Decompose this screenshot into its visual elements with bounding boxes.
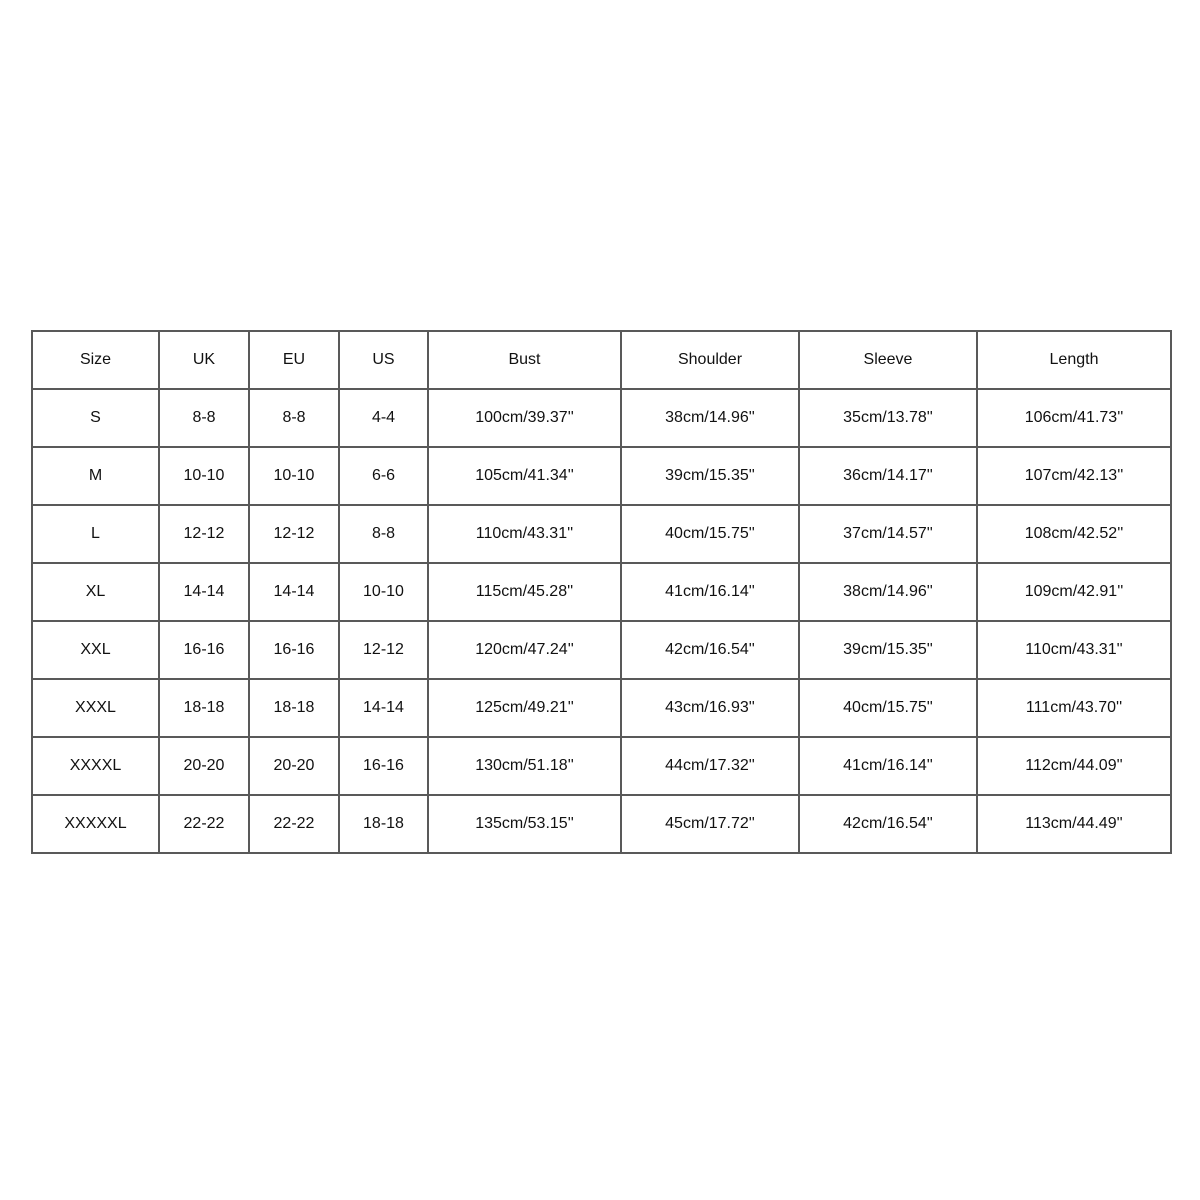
header-us: US — [339, 331, 428, 389]
cell-uk: 22-22 — [159, 795, 249, 853]
cell-bust: 125cm/49.21'' — [428, 679, 621, 737]
header-bust: Bust — [428, 331, 621, 389]
cell-uk: 20-20 — [159, 737, 249, 795]
cell-sleeve: 36cm/14.17'' — [799, 447, 977, 505]
cell-size: L — [32, 505, 159, 563]
cell-size: XXXXL — [32, 737, 159, 795]
cell-size: XXXL — [32, 679, 159, 737]
cell-us: 6-6 — [339, 447, 428, 505]
cell-shoulder: 42cm/16.54'' — [621, 621, 799, 679]
header-eu: EU — [249, 331, 339, 389]
size-table — [31, 330, 1172, 854]
header-size: Size — [32, 331, 159, 389]
header-length: Length — [977, 331, 1171, 389]
table-row — [32, 795, 1171, 853]
cell-uk: 14-14 — [159, 563, 249, 621]
cell-bust: 105cm/41.34'' — [428, 447, 621, 505]
cell-eu: 8-8 — [249, 389, 339, 447]
cell-sleeve: 41cm/16.14'' — [799, 737, 977, 795]
header-row — [32, 331, 1171, 389]
cell-bust: 115cm/45.28'' — [428, 563, 621, 621]
cell-size: XXL — [32, 621, 159, 679]
cell-us: 12-12 — [339, 621, 428, 679]
cell-length: 106cm/41.73'' — [977, 389, 1171, 447]
cell-shoulder: 44cm/17.32'' — [621, 737, 799, 795]
cell-sleeve: 42cm/16.54'' — [799, 795, 977, 853]
cell-sleeve: 37cm/14.57'' — [799, 505, 977, 563]
cell-length: 108cm/42.52'' — [977, 505, 1171, 563]
cell-size: M — [32, 447, 159, 505]
table-row — [32, 621, 1171, 679]
table-row — [32, 389, 1171, 447]
cell-size: S — [32, 389, 159, 447]
table-row — [32, 563, 1171, 621]
cell-eu: 14-14 — [249, 563, 339, 621]
cell-uk: 18-18 — [159, 679, 249, 737]
cell-us: 18-18 — [339, 795, 428, 853]
cell-sleeve: 39cm/15.35'' — [799, 621, 977, 679]
cell-shoulder: 39cm/15.35'' — [621, 447, 799, 505]
cell-shoulder: 38cm/14.96'' — [621, 389, 799, 447]
table-row — [32, 447, 1171, 505]
cell-uk: 16-16 — [159, 621, 249, 679]
cell-length: 110cm/43.31'' — [977, 621, 1171, 679]
header-shoulder: Shoulder — [621, 331, 799, 389]
header-uk: UK — [159, 331, 249, 389]
cell-sleeve: 40cm/15.75'' — [799, 679, 977, 737]
cell-us: 14-14 — [339, 679, 428, 737]
cell-sleeve: 35cm/13.78'' — [799, 389, 977, 447]
cell-shoulder: 43cm/16.93'' — [621, 679, 799, 737]
table-row — [32, 505, 1171, 563]
cell-uk: 12-12 — [159, 505, 249, 563]
cell-bust: 110cm/43.31'' — [428, 505, 621, 563]
cell-us: 4-4 — [339, 389, 428, 447]
cell-us: 16-16 — [339, 737, 428, 795]
cell-bust: 135cm/53.15'' — [428, 795, 621, 853]
cell-eu: 10-10 — [249, 447, 339, 505]
cell-bust: 100cm/39.37'' — [428, 389, 621, 447]
table-row — [32, 679, 1171, 737]
cell-length: 109cm/42.91'' — [977, 563, 1171, 621]
table-row — [32, 737, 1171, 795]
cell-length: 112cm/44.09'' — [977, 737, 1171, 795]
cell-bust: 130cm/51.18'' — [428, 737, 621, 795]
cell-shoulder: 40cm/15.75'' — [621, 505, 799, 563]
cell-eu: 20-20 — [249, 737, 339, 795]
cell-us: 10-10 — [339, 563, 428, 621]
cell-uk: 10-10 — [159, 447, 249, 505]
cell-bust: 120cm/47.24'' — [428, 621, 621, 679]
cell-eu: 12-12 — [249, 505, 339, 563]
cell-uk: 8-8 — [159, 389, 249, 447]
cell-length: 107cm/42.13'' — [977, 447, 1171, 505]
cell-size: XL — [32, 563, 159, 621]
cell-shoulder: 45cm/17.72'' — [621, 795, 799, 853]
cell-us: 8-8 — [339, 505, 428, 563]
size-chart — [31, 330, 1170, 854]
cell-eu: 18-18 — [249, 679, 339, 737]
cell-length: 111cm/43.70'' — [977, 679, 1171, 737]
cell-eu: 16-16 — [249, 621, 339, 679]
header-sleeve: Sleeve — [799, 331, 977, 389]
cell-eu: 22-22 — [249, 795, 339, 853]
cell-size: XXXXXL — [32, 795, 159, 853]
cell-length: 113cm/44.49'' — [977, 795, 1171, 853]
cell-sleeve: 38cm/14.96'' — [799, 563, 977, 621]
cell-shoulder: 41cm/16.14'' — [621, 563, 799, 621]
